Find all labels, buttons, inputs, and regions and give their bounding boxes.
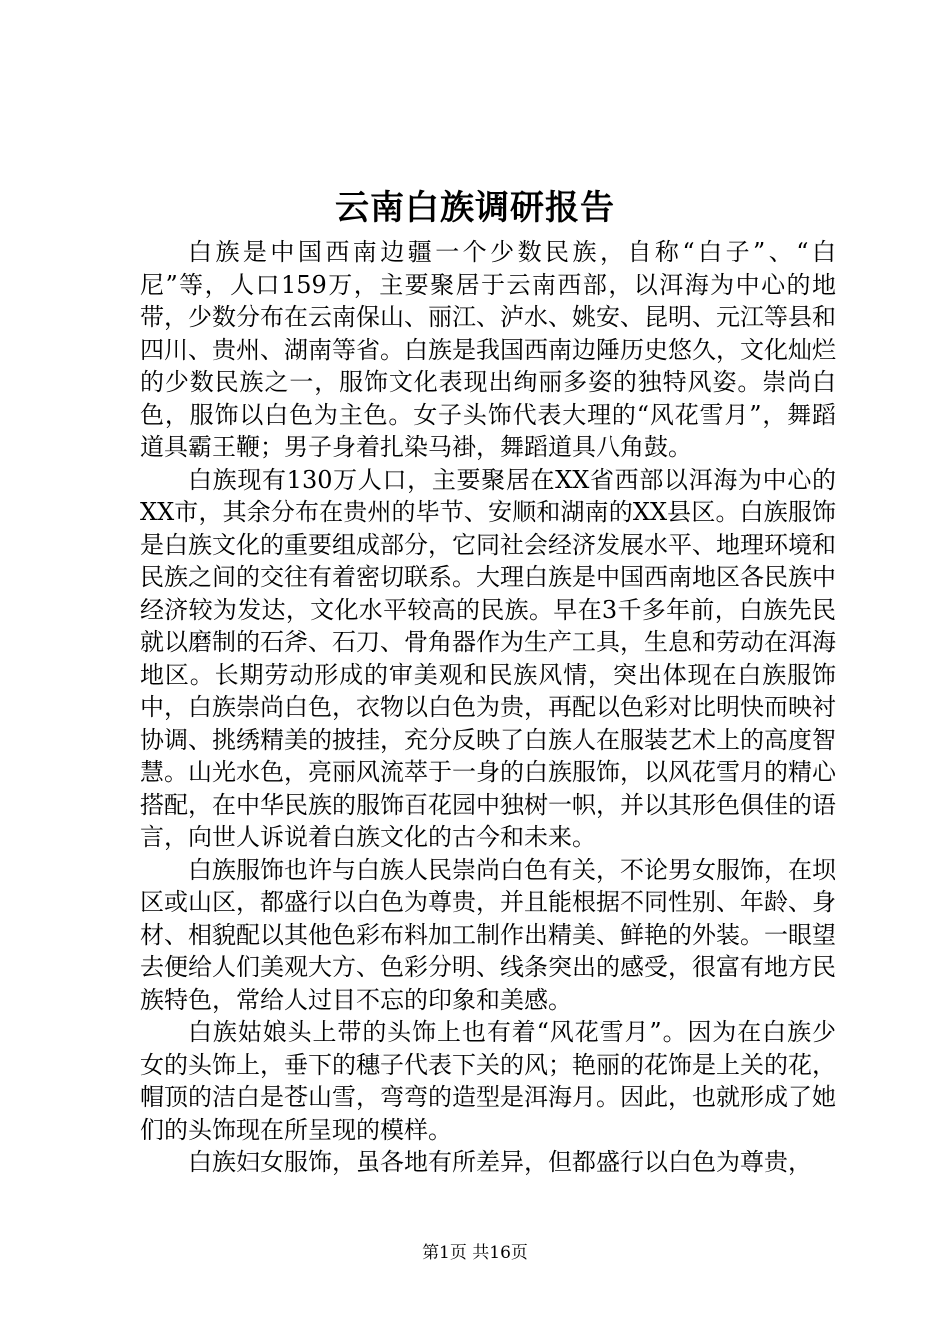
paragraph: 白族现有130万人口，主要聚居在XX省西部以洱海为中心的XX市，其余分布在贵州的毕节、安顺和湖南的XX县区。白族服饰是白族文化的重要组成部分，它同社会经济发展水平、地理环境和民族之间的交往有着密切联系。大理白族是中国西南地区各民族中经济较为发达，文化水平较高的民族。早在3千多年前，白族先民就以磨制的石斧、石刀、骨角器作为生产工具，生息和劳动在洱海地区。长期劳动形成的审美观和民族风情，突出体现在白族服饰中，白族崇尚白色，衣物以白色为贵，再配以色彩对比明快而映衬协调、挑绣精美的披挂，充分反映了白族人在服装艺术上的高度智慧。山光水色，亮丽风流萃于一身的白族服饰，以风花雪月的精心搭配，在中华民族的服饰百花园中独树一帜，并以其形色俱佳的语言，向世人诉说着白族文化的古今和未来。	[140, 465, 836, 851]
paragraph: 白族服饰也许与白族人民崇尚白色有关，不论男女服饰，在坝区或山区，都盛行以白色为尊贵，并且能根据不同性别、年龄、身材、相貌配以其他色彩布料加工制作出精美、鲜艳的外装。一眼望去便给人们美观大方、色彩分明、线条突出的感受，很富有地方民族特色，常给人过目不忘的印象和美感。	[140, 855, 836, 1014]
paragraph: 白族妇女服饰，虽各地有所差异，但都盛行以白色为尊贵，	[188, 1148, 812, 1176]
page-number-footer: 第1页 共16页	[422, 1243, 528, 1263]
paragraph: 白族是中国西南边疆一个少数民族，自称“白子”、“白尼”等，人口159万，主要聚居于云南西部，以洱海为中心的地带，少数分布在云南保山、丽江、泸水、姚安、昆明、元江等县和四川、贵州、湖南等省。白族是我国西南边陲历史悠久，文化灿烂的少数民族之一，服饰文化表现出绚丽多姿的独特风姿。崇尚白色，服饰以白色为主色。女子头饰代表大理的“风花雪月”，舞蹈道具霸王鞭；男子身着扎染马褂，舞蹈道具八角鼓。	[140, 238, 836, 461]
document-title: 云南白族调研报告	[335, 188, 615, 228]
document-body	[140, 236, 836, 1179]
paragraph: 白族姑娘头上带的头饰上也有着“风花雪月”。因为在白族少女的头饰上，垂下的穗子代表下关的风；艳丽的花饰是上关的花，帽顶的洁白是苍山雪，弯弯的造型是洱海月。因此，也就形成了她们的头饰现在所呈现的模样。	[140, 1018, 836, 1144]
